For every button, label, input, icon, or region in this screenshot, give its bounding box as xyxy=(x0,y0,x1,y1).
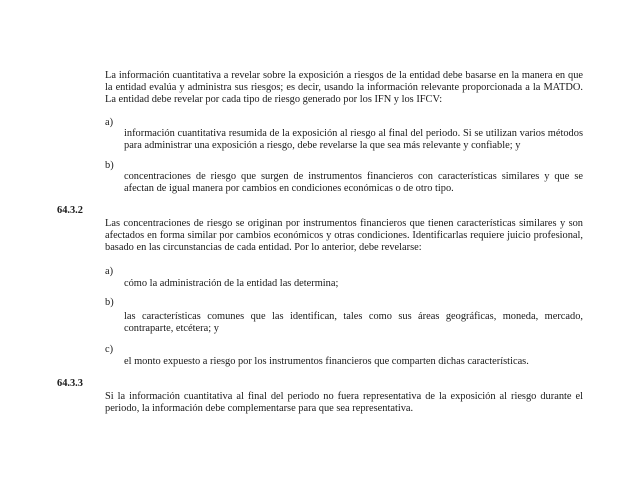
section-6432-item-b-marker: b) xyxy=(105,297,114,308)
section-6432-item-a-marker: a) xyxy=(105,266,114,277)
section-number-6433: 64.3.3 xyxy=(57,378,83,389)
section-number-6432: 64.3.2 xyxy=(57,205,83,216)
intro-paragraph: La información cuantitativa a revelar sobre la exposición a riesgos de la entidad debe basarse en la manera en que la entidad evalúa y administra sus riesgos; es decir, usando la información relevante proporcionada a la MATDO. La entidad debe revelar por cada tipo de riesgo generado por los IFN y los IFCV: xyxy=(105,70,583,106)
intro-item-a-marker: a) xyxy=(105,117,114,128)
intro-item-b-marker: b) xyxy=(105,160,114,171)
intro-item-b-text: concentraciones de riesgo que surgen de instrumentos financieros con características similares y que se afectan de igual manera por cambios en condiciones económicas o de otro tipo. xyxy=(124,171,583,195)
section-6432-item-b-text: las características comunes que las identifican, tales como sus áreas geográficas, moneda, mercado, contraparte, etcétera; y xyxy=(124,311,583,335)
section-6432-paragraph: Las concentraciones de riesgo se originan por instrumentos financieros que tienen características similares y son afectados en forma similar por cambios económicos y otras condiciones. Identificarlas requiere juicio profesional, basado en las circunstancias de cada entidad. Por lo anterior, debe revelarse: xyxy=(105,218,583,254)
section-6432-item-c-text: el monto expuesto a riesgo por los instrumentos financieros que comparten dichas características. xyxy=(124,356,529,367)
intro-item-a-text: información cuantitativa resumida de la exposición al riesgo al final del periodo. Si se utilizan varios métodos para administrar una exposición a riesgo, debe revelarse la que sea más relevante y confiable; y xyxy=(124,128,583,152)
section-6433-paragraph: Si la información cuantitativa al final del periodo no fuera representativa de la exposición al riesgo durante el periodo, la información debe complementarse para que sea representativa. xyxy=(105,391,583,415)
section-6432-item-a-text: cómo la administración de la entidad las determina; xyxy=(124,278,339,289)
section-6432-item-c-marker: c) xyxy=(105,344,114,355)
